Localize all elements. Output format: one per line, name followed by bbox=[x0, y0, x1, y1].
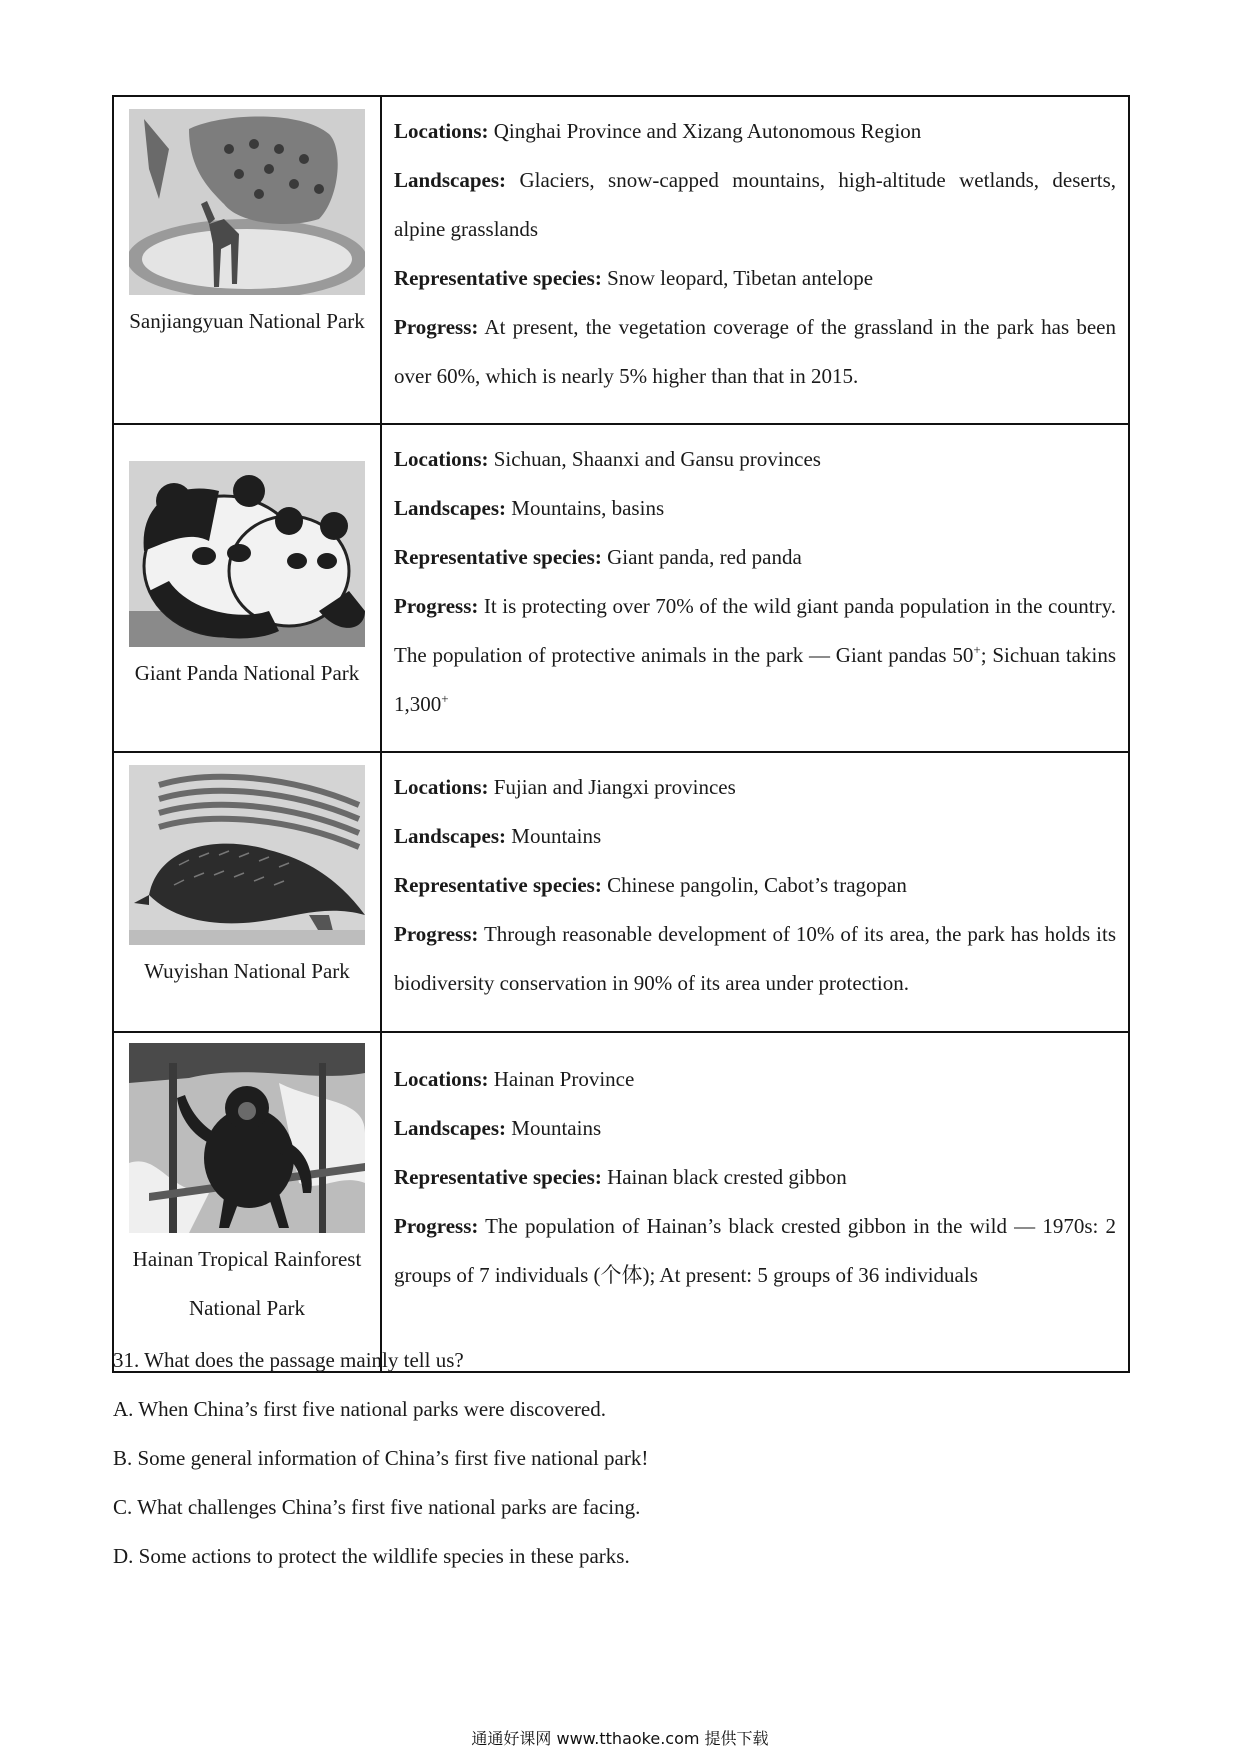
locations-line bbox=[394, 763, 1116, 812]
species-label: Representative species: bbox=[394, 545, 602, 569]
option-d: D. Some actions to protect the wildlife species in these parks. bbox=[113, 1544, 630, 1568]
species-line bbox=[394, 533, 1116, 582]
progress-label: Progress: bbox=[394, 594, 479, 618]
option-c: C. What challenges China’s first five national parks are facing. bbox=[113, 1495, 641, 1519]
species-value: Chinese pangolin, Cabot’s tragopan bbox=[607, 873, 907, 897]
parks-table bbox=[112, 95, 1130, 1373]
park-info-cell bbox=[381, 424, 1129, 752]
pangolin-icon bbox=[129, 765, 365, 945]
landscapes-label: Landscapes: bbox=[394, 1116, 507, 1140]
progress-label: Progress: bbox=[394, 1214, 479, 1238]
landscapes-label: Landscapes: bbox=[394, 168, 507, 192]
locations-line bbox=[394, 107, 1116, 156]
landscapes-value: Mountains, basins bbox=[511, 496, 665, 520]
plus-sup: + bbox=[973, 642, 981, 657]
question-stem: 31. What does the passage mainly tell us? bbox=[113, 1348, 464, 1372]
park-row-hainan bbox=[113, 1032, 1129, 1372]
species-label: Representative species: bbox=[394, 1165, 602, 1189]
species-value: Giant panda, red panda bbox=[607, 545, 802, 569]
progress-label: Progress: bbox=[394, 315, 479, 339]
park-image-cell bbox=[113, 1032, 381, 1372]
locations-line bbox=[394, 435, 1116, 484]
option-a: A. When China’s first five national parks were discovered. bbox=[113, 1397, 606, 1421]
progress-line bbox=[394, 582, 1116, 729]
species-value: Snow leopard, Tibetan antelope bbox=[607, 266, 874, 290]
question-31 bbox=[113, 1336, 1113, 1581]
park-image-cell bbox=[113, 96, 381, 424]
giant-panda-icon bbox=[129, 461, 365, 647]
park-info-cell bbox=[381, 96, 1129, 424]
landscapes-line bbox=[394, 812, 1116, 861]
locations-line bbox=[394, 1055, 1116, 1104]
progress-value: The population of Hainan’s black crested gibbon in the wild — 1970s: 2 groups of 7 individuals (个体); At present: 5 groups of 36 individuals bbox=[394, 1214, 1116, 1287]
progress-line bbox=[394, 303, 1116, 401]
park-name: Giant Panda National Park bbox=[134, 661, 360, 685]
landscapes-value: Glaciers, snow-capped mountains, high-altitude wetlands, deserts, alpine grasslands bbox=[394, 168, 1116, 241]
progress-line bbox=[394, 910, 1116, 1008]
park-name: Sanjiangyuan National Park bbox=[129, 309, 365, 333]
option-b: B. Some general information of China’s first five national park! bbox=[113, 1446, 649, 1470]
progress-label: Progress: bbox=[394, 922, 479, 946]
locations-value: Hainan Province bbox=[493, 1067, 635, 1091]
locations-value: Qinghai Province and Xizang Autonomous Region bbox=[493, 119, 922, 143]
progress-line bbox=[394, 1202, 1116, 1300]
species-line bbox=[394, 254, 1116, 303]
locations-value: Sichuan, Shaanxi and Gansu provinces bbox=[493, 447, 821, 471]
park-row-wuyishan bbox=[113, 752, 1129, 1032]
plus-sup: + bbox=[441, 691, 449, 706]
landscapes-label: Landscapes: bbox=[394, 824, 507, 848]
snow-leopard-icon bbox=[129, 109, 365, 295]
gibbon-icon bbox=[129, 1043, 365, 1233]
locations-label: Locations: bbox=[394, 119, 489, 143]
landscapes-value: Mountains bbox=[511, 1116, 602, 1140]
species-value: Hainan black crested gibbon bbox=[607, 1165, 847, 1189]
locations-value: Fujian and Jiangxi provinces bbox=[493, 775, 736, 799]
park-info-cell bbox=[381, 752, 1129, 1032]
locations-label: Locations: bbox=[394, 1067, 489, 1091]
park-name: Wuyishan National Park bbox=[144, 959, 350, 983]
park-info-cell bbox=[381, 1032, 1129, 1372]
locations-label: Locations: bbox=[394, 775, 489, 799]
footer-watermark: 通通好课网 www.tthaoke.com 提供下载 bbox=[471, 1729, 769, 1748]
landscapes-line bbox=[394, 1104, 1116, 1153]
park-row-giant-panda bbox=[113, 424, 1129, 752]
park-image-cell bbox=[113, 752, 381, 1032]
landscapes-line bbox=[394, 156, 1116, 254]
species-label: Representative species: bbox=[394, 266, 602, 290]
locations-label: Locations: bbox=[394, 447, 489, 471]
park-name: Hainan Tropical Rainforest National Park bbox=[132, 1247, 362, 1320]
park-row-sanjiangyuan bbox=[113, 96, 1129, 424]
landscapes-value: Mountains bbox=[511, 824, 602, 848]
progress-value: Through reasonable development of 10% of its area, the park has holds its biodiversity conservation in 90% of its area under protection. bbox=[394, 922, 1116, 995]
progress-value: At present, the vegetation coverage of the grassland in the park has been over 60%, which is nearly 5% higher than that in 2015. bbox=[394, 315, 1116, 388]
park-image-cell bbox=[113, 424, 381, 752]
landscapes-line bbox=[394, 484, 1116, 533]
progress-value-cont: ; Sichuan takins 1,300 bbox=[394, 643, 1116, 716]
species-line bbox=[394, 861, 1116, 910]
species-label: Representative species: bbox=[394, 873, 602, 897]
species-line bbox=[394, 1153, 1116, 1202]
landscapes-label: Landscapes: bbox=[394, 496, 507, 520]
progress-value: It is protecting over 70% of the wild giant panda population in the country. The population of protective animals in the park — Giant pandas 50 bbox=[394, 594, 1116, 667]
